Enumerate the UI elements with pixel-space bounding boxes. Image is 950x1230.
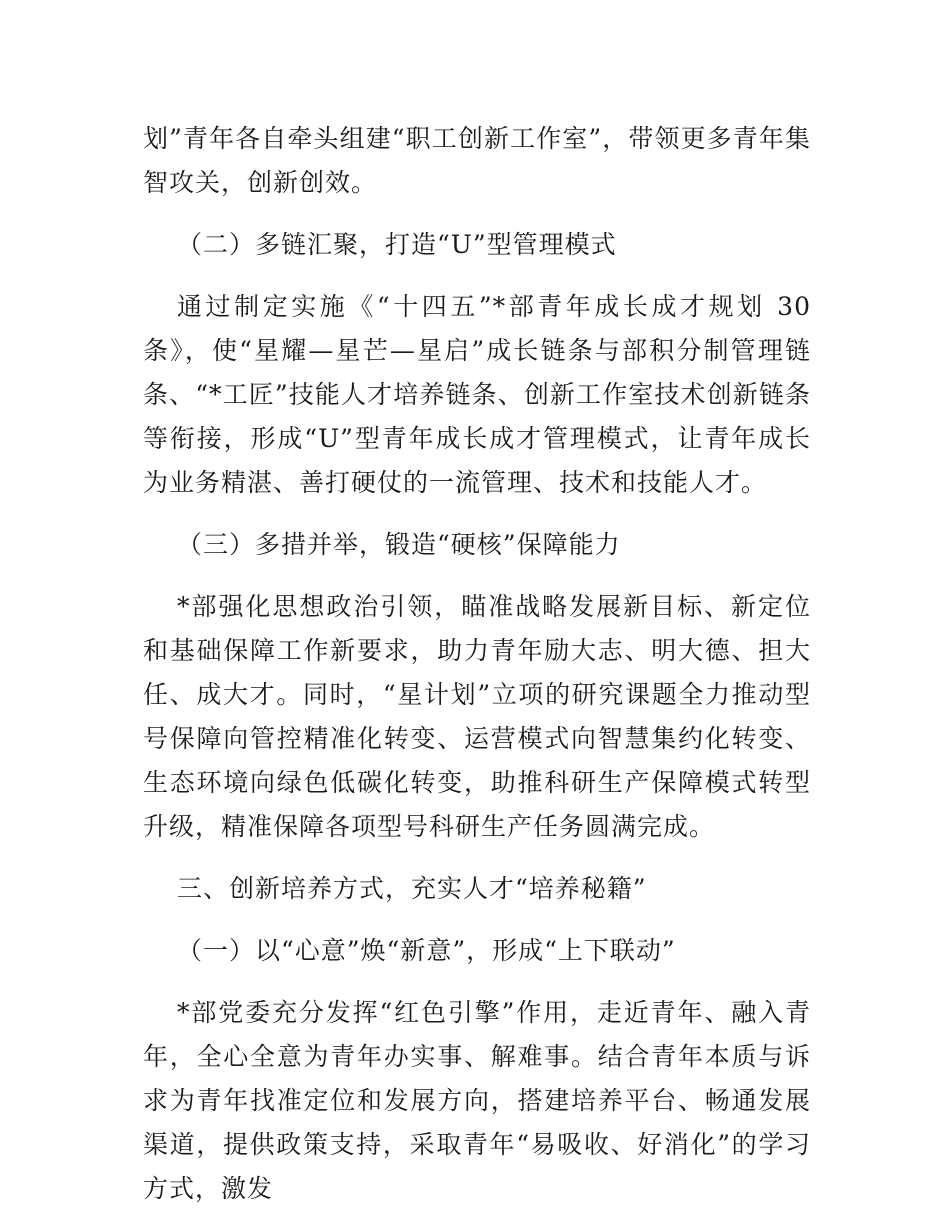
body-paragraph-continued: 划”青年各自牵头组建“职工创新工作室”，带领更多青年集智攻关，创新创效。 — [143, 124, 811, 197]
section-heading-3-1: （一）以“心意”焕“新意”，形成“上下联动” — [177, 936, 676, 965]
body-paragraph-support: *部强化思想政治引领，瞄准战略发展新目标、新定位和基础保障工作新要求，助力青年励大志、明大德、担大任、成大才。同时，“星计划”立项的研究课题全力推动型号保障向管控精准化转变、运营模式向智慧集约化转变、生态环境向绿色低碳化转变，助推科研生产保障模式转型升级，精准保障各项型号科研生产任务圆满完成。 — [143, 592, 811, 841]
document-page — [143, 117, 811, 1211]
section-heading-2-3: （三）多措并举，锻造“硬核”保障能力 — [177, 530, 621, 559]
section-heading-3: 三、创新培养方式，充实人才“培养秘籍” — [177, 874, 647, 903]
section-heading-2-2: （二）多链汇聚，打造“U”型管理模式 — [177, 230, 617, 259]
body-paragraph-party-committee: *部党委充分发挥“红色引擎”作用，走近青年、融入青年，全心全意为青年办实事、解难事。结合青年本质与诉求为青年找准定位和发展方向，搭建培养平台、畅通发展渠道，提供政策支持，采取青年“易吸收、好消化”的学习方式，激发 — [143, 998, 811, 1203]
body-paragraph-u-model: 通过制定实施《“十四五”*部青年成长成才规划 30 条》，使“星耀—星芒—星启”成长链条与部积分制管理链条、“*工匠”技能人才培养链条、创新工作室技术创新链条等衔接，形成“U”型青年成长成才管理模式，让青年成长为业务精湛、善打硬仗的一流管理、技术和技能人才。 — [143, 292, 811, 497]
